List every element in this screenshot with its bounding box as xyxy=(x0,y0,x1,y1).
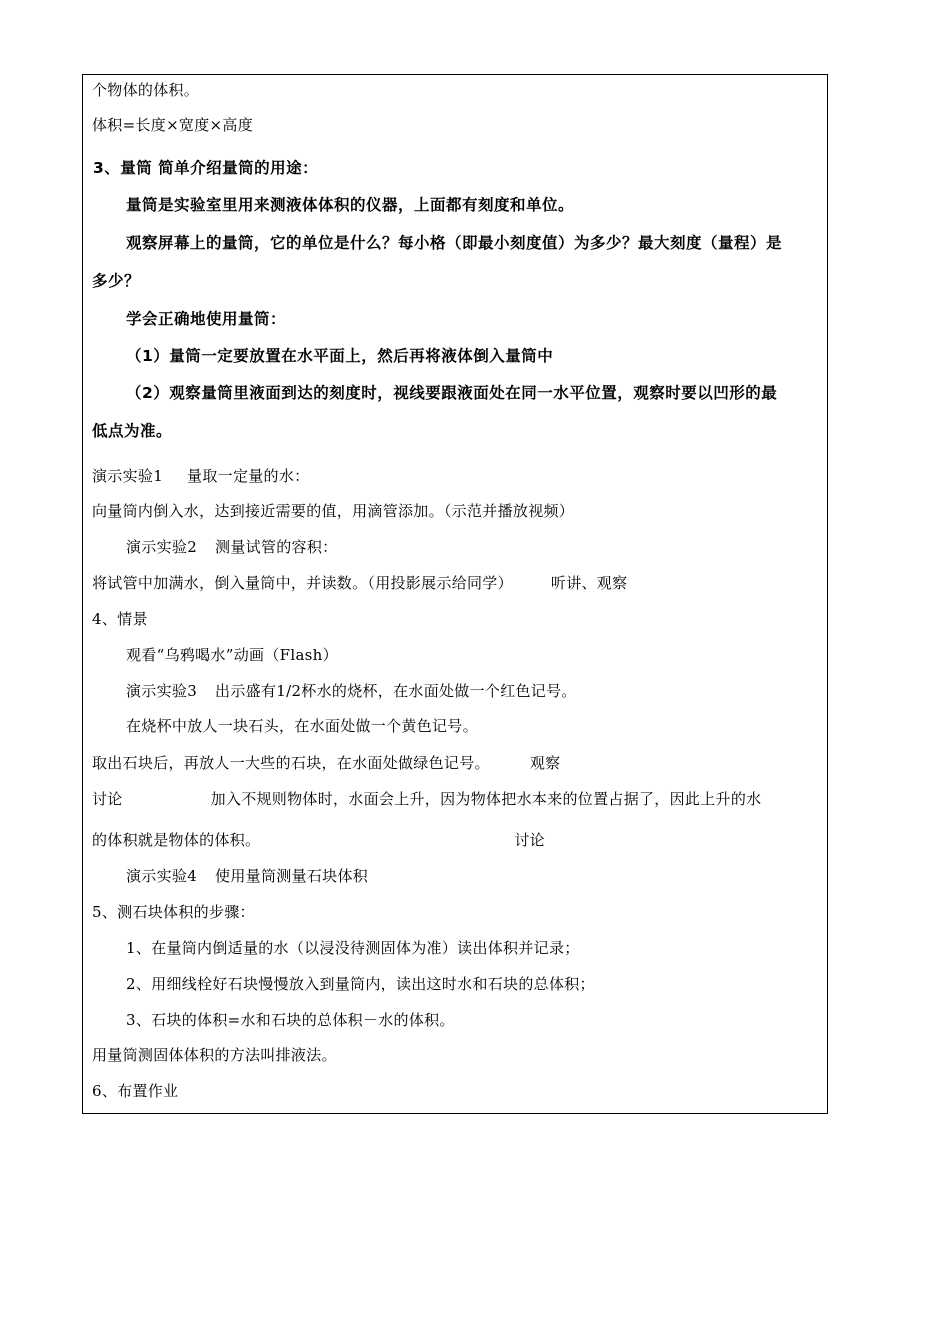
student-activity: 讨论 xyxy=(514,831,545,849)
text-line: 低点为准。 xyxy=(92,422,173,440)
step-1: 1、在量筒内倒适量的水（以浸没待测固体为准）读出体积并记录； xyxy=(126,939,580,957)
text-line xyxy=(92,573,627,593)
student-activity: 听讲、观察 xyxy=(550,574,628,592)
experiment-line xyxy=(92,466,309,486)
text-line: （1）量筒一定要放置在水平面上，然后再将液体倒入量筒中 xyxy=(126,347,554,365)
discussion-text: 的体积就是物体的体积。 xyxy=(92,831,261,849)
text-line xyxy=(92,830,545,850)
text-line: 量筒是实验室里用来测液体体积的仪器，上面都有刻度和单位。 xyxy=(126,196,575,214)
section-heading-3: 3、量筒 简单介绍量筒的用途： xyxy=(93,159,319,177)
step-3: 3、石块的体积=水和石块的总体积－水的体积。 xyxy=(126,1011,455,1029)
discussion-text: 加入不规则物体时，水面会上升，因为物体把水本来的位置占据了，因此上升的水 xyxy=(210,790,762,808)
text-line xyxy=(92,753,560,773)
experiment-label: 演示实验3 xyxy=(126,682,198,700)
experiment-line xyxy=(126,681,577,701)
experiment-description: 出示盛有1/2杯水的烧杯，在水面处做一个红色记号。 xyxy=(215,682,577,700)
experiment-line xyxy=(126,537,337,557)
text-line: 在烧杯中放人一块石头，在水面处做一个黄色记号。 xyxy=(126,717,478,735)
text-line: 学会正确地使用量筒： xyxy=(126,310,287,328)
formula-line: 体积=长度×宽度×高度 xyxy=(92,116,254,134)
discussion-label: 讨论 xyxy=(92,790,123,808)
text-line: 向量筒内倒入水，达到接近需要的值，用滴管添加。（示范并播放视频） xyxy=(92,502,575,520)
procedure-text: 将试管中加满水，倒入量筒中，并读数。（用投影展示给同学） xyxy=(92,574,513,592)
text-line: 用量筒测固体体积的方法叫排液法。 xyxy=(92,1046,337,1064)
text-line: （2）观察量筒里液面到达的刻度时，视线要跟液面处在同一水平位置，观察时要以凹形的最 xyxy=(126,384,778,402)
section-heading-5: 5、测石块体积的步骤： xyxy=(92,903,255,921)
section-heading-4: 4、情景 xyxy=(92,610,148,628)
student-activity: 观察 xyxy=(529,754,561,772)
experiment-label: 演示实验2 xyxy=(126,538,198,556)
step-2: 2、用细线栓好石块慢慢放入到量筒内，读出这时水和石块的总体积； xyxy=(126,975,595,993)
experiment-label: 演示实验1 xyxy=(92,467,164,485)
text-line xyxy=(92,789,761,809)
experiment-label: 演示实验4 xyxy=(126,867,198,885)
text-line: 个物体的体积。 xyxy=(92,81,200,99)
experiment-line xyxy=(126,866,368,886)
procedure-text: 取出石块后，再放人一大些的石块，在水面处做绿色记号。 xyxy=(92,754,490,772)
text-line: 多少？ xyxy=(92,272,141,290)
experiment-description: 使用量筒测量石块体积 xyxy=(215,867,369,885)
experiment-description: 量取一定量的水： xyxy=(187,467,310,485)
lesson-table-cell xyxy=(82,74,828,1114)
section-heading-6: 6、布置作业 xyxy=(92,1082,179,1100)
text-line: 观看“乌鸦喝水”动画（Flash） xyxy=(126,646,338,664)
experiment-description: 测量试管的容积： xyxy=(215,538,338,556)
text-line: 观察屏幕上的量筒，它的单位是什么？每小格（即最小刻度值）为多少？最大刻度（量程）是 xyxy=(126,234,783,252)
